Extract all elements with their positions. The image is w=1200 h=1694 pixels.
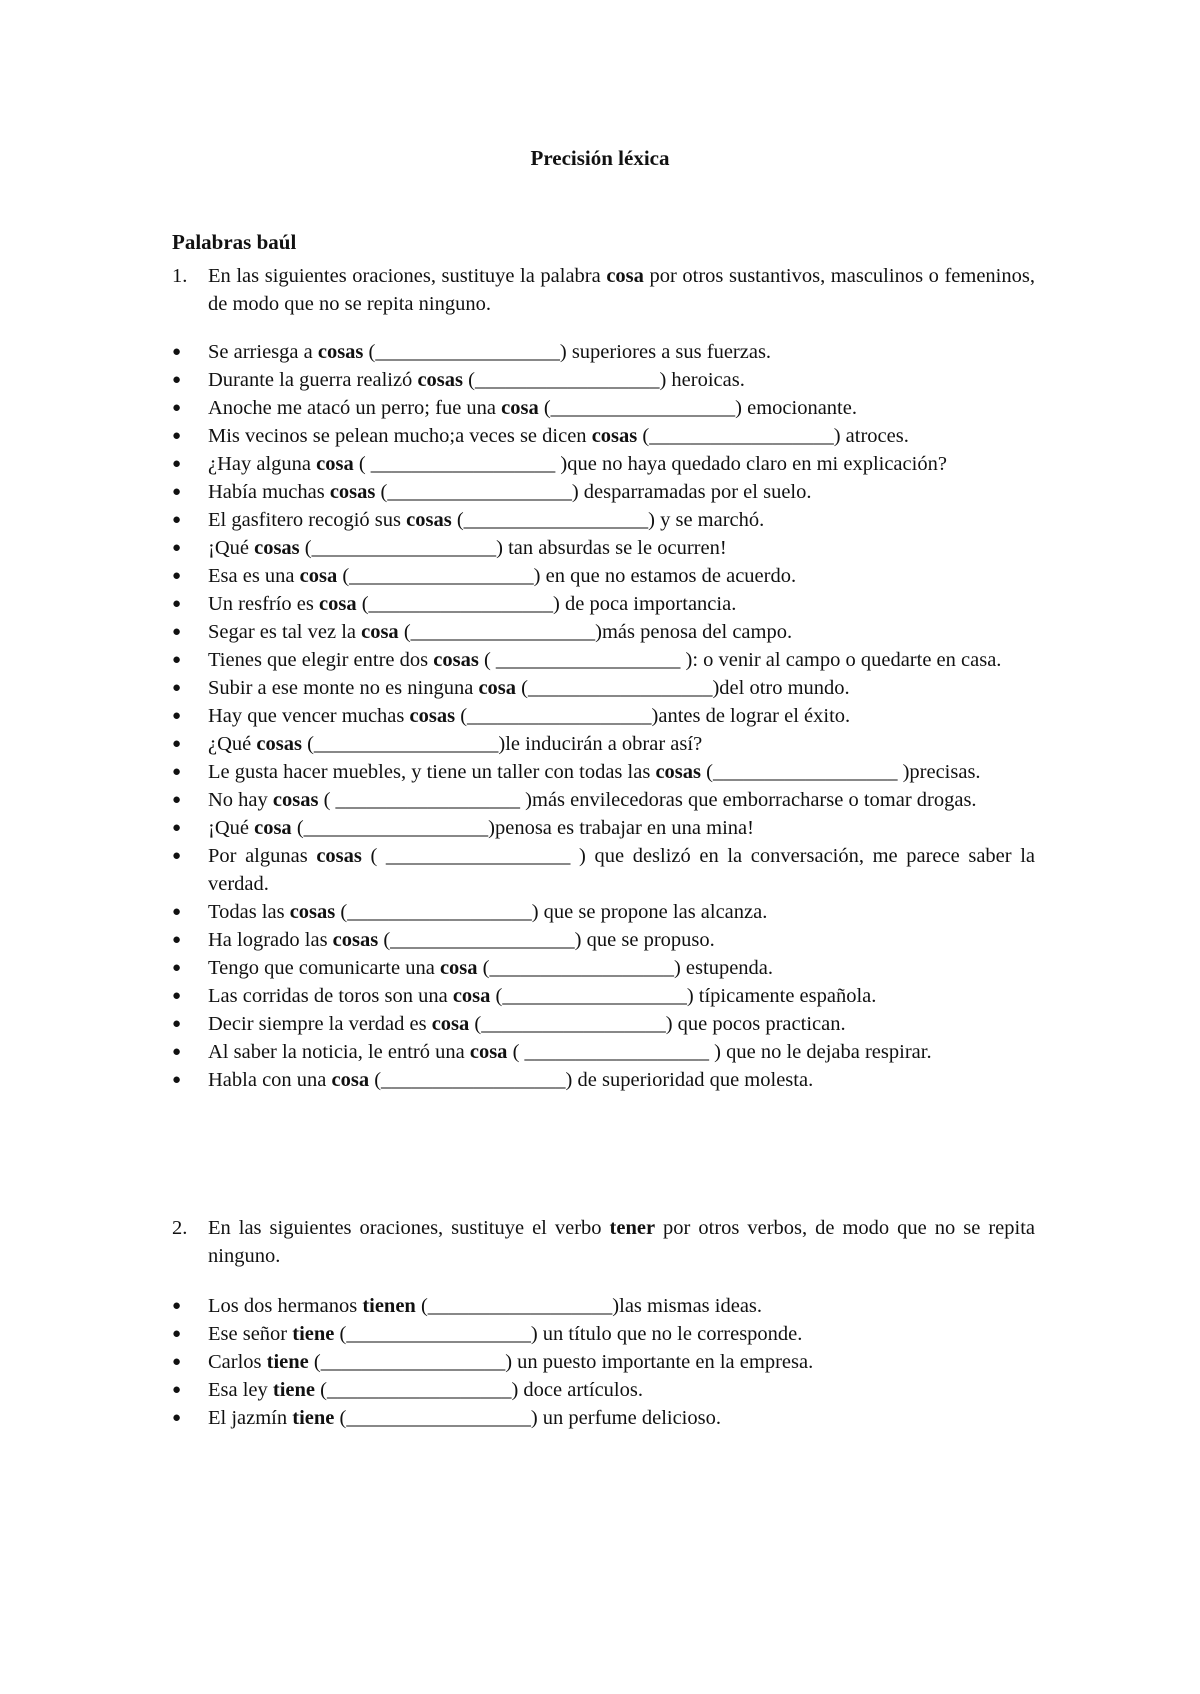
exercise-item-blank-text: (__________________)antes de lograr el éxito.	[455, 705, 851, 727]
exercise-item	[172, 1404, 1035, 1432]
exercise-item-keyword: cosas	[591, 425, 638, 447]
question-1-list-container	[172, 338, 1035, 1094]
question-1-text-post: por otros sustantivos, masculinos o femeninos, de modo que no se repita ninguno.	[208, 265, 1035, 315]
exercise-item	[172, 534, 1035, 562]
question-1-keyword: cosa	[606, 265, 644, 287]
exercise-item-blank-text: (__________________) tan absurdas se le ocurren!	[299, 537, 727, 559]
exercise-item-blank-text: (__________________) que se propone las alcanza.	[335, 901, 768, 923]
exercise-item-text: Esa ley	[208, 1379, 273, 1401]
exercise-item	[172, 1292, 1035, 1320]
exercise-item-text: Habla con una	[208, 1069, 332, 1091]
exercise-item-blank-text: (__________________) heroicas.	[463, 369, 745, 391]
exercise-item-blank-text: ( __________________ ) que no le dejaba respirar.	[507, 1041, 932, 1063]
exercise-item	[172, 898, 1035, 926]
exercise-item-blank-text: (__________________)penosa es trabajar en una mina!	[291, 817, 754, 839]
exercise-item-blank-text: (__________________) típicamente española.	[490, 985, 877, 1007]
exercise-item-keyword: cosas	[332, 929, 379, 951]
exercise-item-keyword: cosa	[439, 957, 478, 979]
exercise-item-keyword: cosas	[406, 509, 452, 531]
exercise-item-text: Subir a ese monte no es ninguna	[208, 677, 479, 699]
exercise-item	[172, 702, 1035, 730]
question-1-instruction	[172, 262, 1035, 318]
exercise-item	[172, 730, 1035, 758]
exercise-item-blank-text: ( __________________ )que no haya quedado claro en mi explicación?	[353, 453, 947, 475]
exercise-item-keyword: cosas	[655, 761, 701, 783]
exercise-item	[172, 814, 1035, 842]
exercise-item-text: Anoche me atacó un perro; fue una	[208, 397, 502, 419]
exercise-item-text: El gasfitero recogió sus	[208, 509, 407, 531]
exercise-item-keyword: cosa	[316, 453, 354, 475]
exercise-item-blank-text: (__________________) un perfume delicioso.	[334, 1407, 721, 1429]
exercise-item-text: Las corridas de toros son una	[208, 985, 453, 1007]
exercise-item-keyword: cosa	[299, 565, 338, 587]
exercise-item-text: Ese señor	[208, 1323, 293, 1345]
exercise-item	[172, 394, 1035, 422]
exercise-item-text: ¡Qué	[208, 537, 255, 559]
exercise-item	[172, 1010, 1035, 1038]
exercise-item	[172, 758, 1035, 786]
exercise-item-text: Había muchas	[208, 481, 330, 503]
exercise-item-text: Ha logrado las	[208, 929, 333, 951]
exercise-item-text: Tengo que comunicarte una	[208, 957, 440, 979]
exercise-item-blank-text: (__________________) de poca importancia.	[356, 593, 737, 615]
exercise-item-text: Mis vecinos se pelean mucho;a veces se dicen	[208, 425, 592, 447]
exercise-item	[172, 982, 1035, 1010]
exercise-item-keyword: cosas	[433, 649, 479, 671]
exercise-item-keyword: cosas	[409, 705, 456, 727]
question-2-number: 2.	[172, 1217, 188, 1239]
question-1-number: 1.	[172, 265, 188, 287]
exercise-item-text: Los dos hermanos	[208, 1295, 363, 1317]
exercise-item-blank-text: ( __________________ ): o venir al campo o quedarte en casa.	[478, 649, 1002, 671]
exercise-item-text: Esa es una	[208, 565, 300, 587]
exercise-item	[172, 366, 1035, 394]
exercise-item	[172, 590, 1035, 618]
exercise-item-text: Carlos	[208, 1351, 267, 1373]
exercise-item	[172, 450, 1035, 478]
exercise-item-text: Segar es tal vez la	[208, 621, 362, 643]
exercise-item-text: Le gusta hacer muebles, y tiene un taller con todas las	[208, 761, 656, 783]
exercise-item-blank-text: (__________________) que se propuso.	[378, 929, 715, 951]
exercise-item-keyword: cosas	[317, 341, 364, 363]
exercise-item-keyword: cosas	[289, 901, 336, 923]
exercise-item	[172, 1066, 1035, 1094]
question-2-list-container	[172, 1292, 1035, 1432]
exercise-item-text: ¡Qué	[208, 817, 255, 839]
exercise-item-blank-text: (__________________) que pocos practican.	[469, 1013, 846, 1035]
section-heading: Palabras baúl	[172, 230, 297, 254]
exercise-item-blank-text: ( __________________ )más envilecedoras que emborracharse o tomar drogas.	[318, 789, 977, 811]
question-2-text-pre: En las siguientes oraciones, sustituye el verbo	[208, 1217, 610, 1239]
exercise-item-blank-text: ( __________________ ) que deslizó en la conversación, me parece saber la verdad.	[208, 845, 1035, 895]
exercise-item	[172, 926, 1035, 954]
exercise-item-text: Decir siempre la verdad es	[208, 1013, 432, 1035]
exercise-item	[172, 338, 1035, 366]
exercise-item-blank-text: (__________________) atroces.	[637, 425, 909, 447]
exercise-item-keyword: tienen	[362, 1295, 416, 1317]
exercise-item-blank-text: (__________________) estupenda.	[477, 957, 774, 979]
exercise-item-blank-text: (__________________) un título que no le corresponde.	[334, 1323, 803, 1345]
question-1-list	[172, 338, 1035, 1094]
exercise-item	[172, 1376, 1035, 1404]
question-2-keyword: tener	[609, 1217, 656, 1239]
exercise-item-blank-text: (__________________) en que no estamos de acuerdo.	[337, 565, 797, 587]
exercise-item-blank-text: (__________________) desparramadas por el suelo.	[375, 481, 812, 503]
exercise-item-keyword: cosas	[417, 369, 463, 391]
exercise-item-keyword: cosa	[331, 1069, 370, 1091]
exercise-item	[172, 646, 1035, 674]
exercise-item-keyword: cosa	[469, 1041, 508, 1063]
exercise-item-text: ¿Qué	[208, 733, 257, 755]
exercise-item-keyword: cosa	[361, 621, 399, 643]
exercise-item-text: Durante la guerra realizó	[208, 369, 418, 391]
exercise-item-text: ¿Hay alguna	[208, 453, 317, 475]
exercise-item-keyword: cosas	[329, 481, 376, 503]
exercise-item-keyword: cosa	[319, 593, 357, 615]
exercise-item-blank-text: (__________________) de superioridad que molesta.	[369, 1069, 814, 1091]
exercise-item-text: El jazmín	[208, 1407, 293, 1429]
exercise-item-blank-text: (__________________) superiores a sus fuerzas.	[363, 341, 772, 363]
exercise-item-blank-text: (__________________ )precisas.	[701, 761, 981, 783]
question-2-text-post: por otros verbos, de modo que no se repita ninguno.	[208, 1217, 1035, 1267]
exercise-item-text: Un resfrío es	[208, 593, 320, 615]
exercise-item-keyword: cosa	[254, 817, 292, 839]
exercise-item	[172, 1320, 1035, 1348]
exercise-item-keyword: tiene	[266, 1351, 309, 1373]
exercise-item-keyword: cosas	[272, 789, 319, 811]
page-title: Precisión léxica	[530, 146, 670, 170]
exercise-item-blank-text: (__________________) emocionante.	[538, 397, 857, 419]
exercise-item-text: Tienes que elegir entre dos	[208, 649, 434, 671]
question-2-instruction	[172, 1214, 1035, 1270]
exercise-item-keyword: cosa	[431, 1013, 470, 1035]
exercise-item-keyword: tiene	[292, 1323, 335, 1345]
exercise-item	[172, 422, 1035, 450]
exercise-item	[172, 506, 1035, 534]
exercise-item-keyword: cosa	[452, 985, 491, 1007]
exercise-item-text: Se arriesga a	[208, 341, 318, 363]
exercise-item-blank-text: (__________________) doce artículos.	[315, 1379, 643, 1401]
exercise-item-text: Al saber la noticia, le entró una	[208, 1041, 470, 1063]
exercise-item	[172, 842, 1035, 898]
exercise-item-text: No hay	[208, 789, 273, 811]
exercise-item-blank-text: (__________________) un puesto importante en la empresa.	[308, 1351, 814, 1373]
exercise-item-keyword: tiene	[272, 1379, 316, 1401]
question-2-list	[172, 1292, 1035, 1432]
exercise-item-blank-text: (__________________)las mismas ideas.	[415, 1295, 763, 1317]
exercise-item-text: Por algunas	[208, 845, 317, 867]
exercise-item	[172, 618, 1035, 646]
exercise-item-blank-text: (__________________) y se marchó.	[451, 509, 765, 531]
exercise-item-keyword: cosa	[501, 397, 539, 419]
exercise-item-keyword: cosas	[254, 537, 300, 559]
exercise-item	[172, 954, 1035, 982]
exercise-item	[172, 674, 1035, 702]
exercise-item-keyword: cosas	[316, 845, 362, 867]
exercise-item-keyword: cosa	[478, 677, 517, 699]
exercise-item	[172, 1348, 1035, 1376]
exercise-item	[172, 562, 1035, 590]
exercise-item-keyword: tiene	[292, 1407, 335, 1429]
exercise-item	[172, 786, 1035, 814]
exercise-item-text: Hay que vencer muchas	[208, 705, 410, 727]
exercise-item	[172, 1038, 1035, 1066]
question-1-text-pre: En las siguientes oraciones, sustituye la palabra	[208, 265, 607, 287]
exercise-item-text: Todas las	[208, 901, 290, 923]
exercise-item-keyword: cosas	[256, 733, 302, 755]
exercise-item	[172, 478, 1035, 506]
exercise-item-blank-text: (__________________)más penosa del campo.	[398, 621, 793, 643]
exercise-item-blank-text: (__________________)del otro mundo.	[516, 677, 850, 699]
exercise-item-blank-text: (__________________)le inducirán a obrar así?	[301, 733, 703, 755]
